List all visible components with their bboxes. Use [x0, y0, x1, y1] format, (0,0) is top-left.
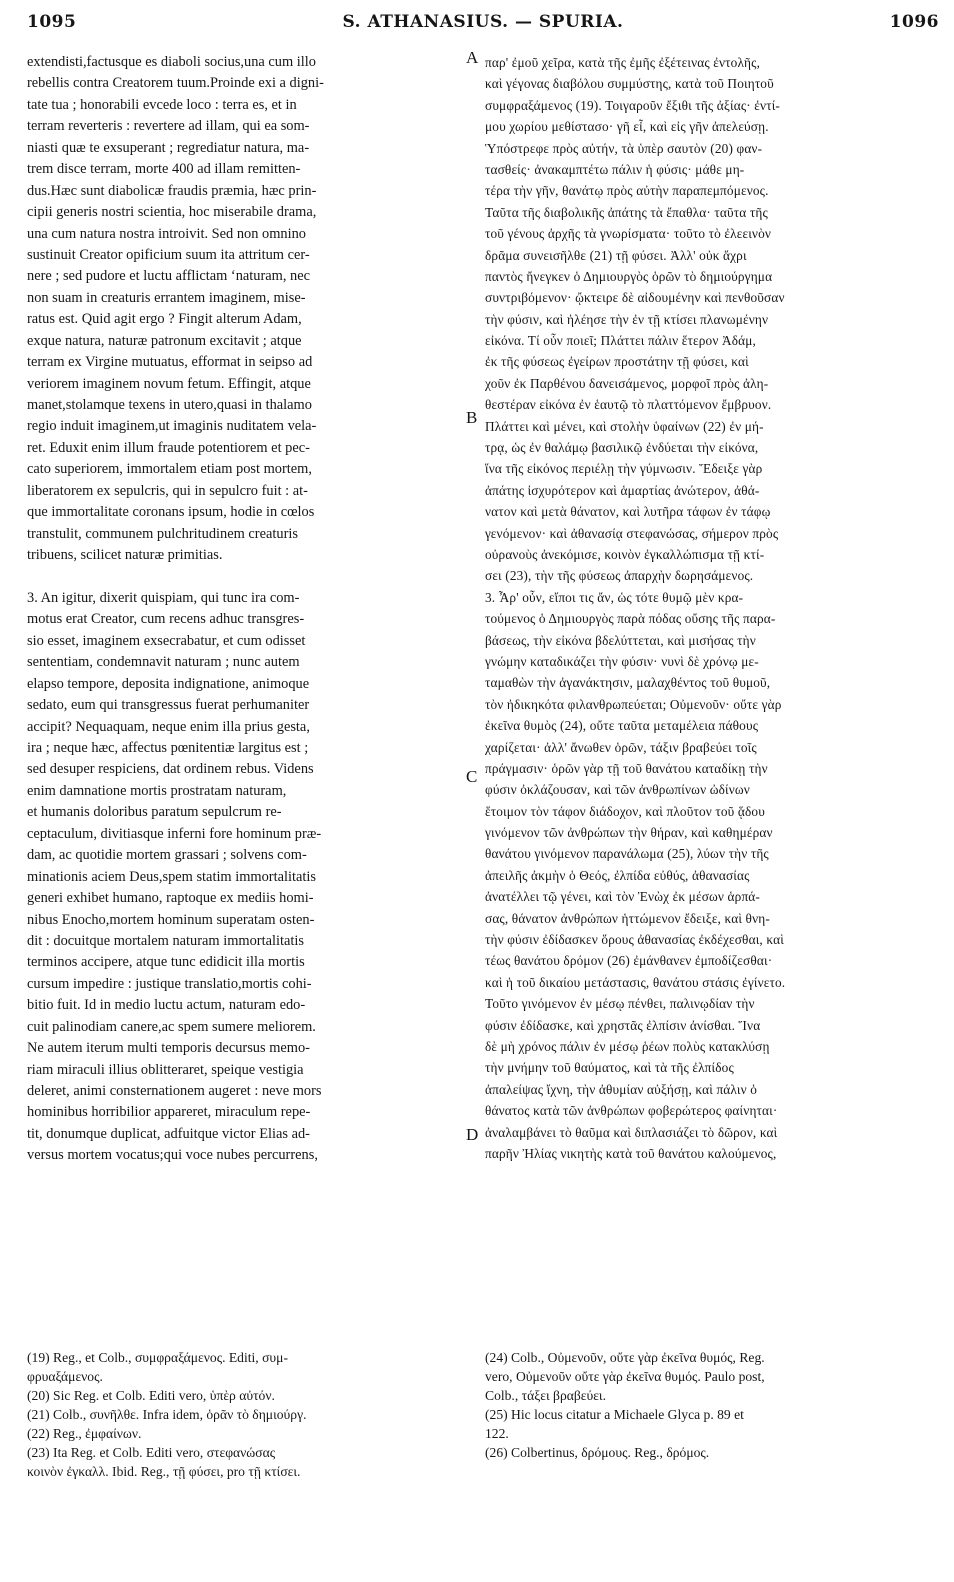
latin-text-line: cuit palinodiam canere,ac spem sumere meliorem.: [27, 1018, 316, 1035]
latin-text-line: nere ; sed pudore et luctu afflictam ʻnaturam, nec: [27, 268, 311, 285]
running-header: [27, 12, 939, 42]
latin-text-line: accipit? Nequaquam, neque enim illa prius gesta,: [27, 718, 310, 735]
footnote-line: κοινὸν ἐγκαλλ. Ibid. Reg., τῇ φύσει, pro τῇ κτίσει.: [27, 1464, 301, 1479]
greek-text-line: πράγμασιν· ὁρῶν γὰρ τῇ τοῦ θανάτου καταδίκῃ τὴν: [485, 760, 768, 776]
greek-text-line: νατον καὶ μετὰ θάνατον, καὶ λυτῆρα τάφων ἐν τάφῳ: [485, 504, 771, 520]
greek-text-line: τασθείς· ἀνακαμπτέτω πάλιν ἡ φύσις· μάθε μη-: [485, 161, 745, 177]
section-marker-d: D: [466, 1125, 479, 1144]
latin-text-line: sedato, eum qui transgressus fuerat perhumaniter: [27, 697, 310, 714]
latin-text-line: liberatorem ex sepulcris, qui in sepulcro fuit : at-: [27, 482, 308, 499]
footnote-line: φρυαξάμενος.: [27, 1369, 103, 1384]
latin-text-line: hominibus horribilior appareret, miraculum repe-: [27, 1104, 311, 1121]
latin-text-line: deleret, animi consternationem augeret : neve mors: [27, 1083, 322, 1099]
latin-text-line: exque natura, naturæ patronum excitavit ; atque: [27, 332, 302, 349]
section-marker-c: C: [466, 767, 478, 786]
footnotes-left: [27, 1348, 463, 1481]
latin-text-line: terram ex Virgine mutuatus, efformat in seipso ad: [27, 354, 313, 371]
latin-text-line: et humanis doloribus paratum sepulcrum re-: [27, 804, 282, 821]
latin-text-line: transtulit, communem pulchritudinem creaturis: [27, 525, 298, 542]
latin-text-line: cursum impedire : justique translatio,mortis cohi-: [27, 975, 312, 992]
greek-text-line: παρ' ἐμοῦ χεῖρα, κατὰ τῆς ἐμῆς ἐξέτεινας ἐντολῆς,: [485, 55, 761, 70]
greek-text-line: τέρα τὴν γῆν, θανάτῳ πρὸς αὐτὴν παραπεμπόμενος.: [485, 183, 769, 199]
greek-text-line: τούμενος ὁ Δημιουργὸς παρὰ πόδας οὔσης τῆς παρα-: [485, 611, 776, 627]
greek-text-line: θάνατος κατὰ τῶν ἀνθρώπων φοβερώτερος φαίνηται·: [485, 1103, 778, 1119]
greek-text-line: γενόμενον· καὶ ἀθανασίᾳ στεφανώσας, σήμερον πρὸς: [485, 525, 779, 541]
greek-text-line: φύσιν ὀκλάζουσαν, καὶ τῶν ἀνθρωπίνων ὠδίνων: [485, 782, 750, 798]
latin-text-line: motus erat Creator, cum recens adhuc transgres-: [27, 611, 305, 628]
greek-text-line: ἵνα τῆς εἰκόνος περιέλῃ τὴν γύμνωσιν. Ἔδειξε γὰρ: [485, 461, 763, 477]
greek-text-line: Ὑπόστρεφε πρὸς αὐτήν, τὰ ὑπὲρ σαυτὸν (20) φαν-: [485, 140, 763, 156]
latin-text-line: regio induit imaginem,ut imaginis nuditatem vela-: [27, 418, 317, 435]
greek-text-line: 3. Ἆρ' οὖν, εἴποι τις ἄν, ὡς τότε θυμῷ μὲν κρα-: [485, 589, 744, 605]
latin-text-line: que immortalitate coronans ipsum, hodie in cœlos: [27, 504, 315, 521]
latin-text-line: generi exhibet humano, raptoque ex mediis homi-: [27, 890, 314, 907]
greek-text-line: δὲ μὴ χρόνος πάλιν ἐν μέσῳ ῥέων πολὺς κατακλύσῃ: [485, 1038, 770, 1054]
latin-text-line: terram reverteris : revertere ad illam, qui ea som-: [27, 118, 310, 135]
greek-text-line: μου χωρίου μεθίστασο· γῆ εἶ, καὶ εἰς γῆν ἀπελεύσῃ.: [485, 119, 769, 135]
page-number-left: 1095: [27, 12, 77, 32]
latin-text-line: tribuens, scilicet naturæ primitias.: [27, 547, 223, 564]
footnote-line: (25) Hic locus citatur a Michaele Glyca p. 89 et: [485, 1407, 744, 1422]
greek-text-line: θανάτου γινόμενον παρανάλωμα (25), λύων τὴν τῆς: [485, 846, 769, 862]
greek-text-line: σει (23), τὴν τῆς φύσεως ἀπαρχὴν δωρησάμενος.: [485, 568, 754, 584]
greek-text-line: τὴν φύσιν ἐδίδασκεν ὅρους ἀθανασίας ἐκδέχεσθαι, καὶ: [485, 932, 784, 948]
latin-text-line: elapso tempore, deposita indignatione, animoque: [27, 675, 310, 692]
latin-text-line: veriorem imaginem novum fetum. Effingit, atque: [27, 375, 311, 392]
footnote-line: (26) Colbertinus, δρόμους. Reg., δρόμος.: [485, 1445, 710, 1460]
greek-text-line: χαρίζεται· ἀλλ' ἄνωθεν ὁρῶν, τάξιν βραβεύει τοῖς: [485, 739, 757, 755]
latin-text-line: sententiam, condemnavit naturam ; nunc autem: [27, 654, 300, 671]
greek-text-line: τρᾳ, ὡς ἐν θαλάμῳ βασιλικῷ ἐνδύεται τὴν εἰκόνα,: [485, 440, 759, 456]
greek-text-line: Ταῦτα τῆς διαβολικῆς ἀπάτης τὰ ἔπαθλα· ταῦτα τῆς: [485, 204, 768, 220]
greek-text-line: σας, θάνατον ἀνθρώπων ἡττώμενον ἔδειξε, καὶ θνη-: [485, 910, 770, 926]
footnote-line: (24) Colb., Οὐμενοῦν, οὔτε γὰρ ἐκεῖνα θυμός, Reg.: [485, 1350, 765, 1365]
greek-text-line: παρῆν Ἠλίας νικητὴς κατὰ τοῦ θανάτου καλούμενος,: [485, 1145, 777, 1161]
latin-text-line: una cum natura nostra introivit. Sed non omnino: [27, 225, 306, 242]
greek-text-line: τὴν φύσιν, καὶ ἠλέησε τὴν ἐν τῇ κτίσει πλανωμένην: [485, 311, 769, 327]
latin-text-line: nibus Enocho,mortem hominum superatam osten-: [27, 911, 315, 928]
greek-text-line: θεστέραν εἰκόνα ἐν ἑαυτῷ τὸ πλαττόμενον ἔμβρυον.: [485, 397, 772, 413]
greek-text-line: καὶ ἡ τοῦ δικαίου μετάστασις, θανάτου στάσις ἐγίνετο.: [485, 974, 786, 990]
greek-text-line: συντριβόμενον· ᾤκτειρε δὲ αἰδουμένην καὶ πενθοῦσαν: [485, 290, 785, 306]
latin-text-line: niasti quæ te exsuperant ; regrediatur natura, ma-: [27, 139, 310, 156]
latin-text-line: riam miraculi illius oblitteraret, speique vestigia: [27, 1061, 304, 1078]
latin-text-line: sio esset, imaginem exsecrabatur, et cum odisset: [27, 632, 306, 649]
greek-text-line: γνώμην καταδικάζει τὴν φύσιν· νυνὶ δὲ χρόνῳ με-: [485, 653, 759, 669]
greek-text-line: ἀπάτης ἰσχυρότερον καὶ ἁμαρτίας ἀνώτερον, ἀθά-: [485, 482, 760, 498]
footnote-line: (23) Ita Reg. et Colb. Editi vero, στεφανώσας: [27, 1445, 276, 1460]
greek-text-line: τέως θανάτου δρόμον (26) ἐμάνθανεν ἐμποδίζεσθαι·: [485, 953, 773, 969]
greek-text-line: ἀπαλείψας ἴχνη, τὴν ἀθυμίαν αὐξήσῃ, καὶ πάλιν ὁ: [485, 1081, 758, 1097]
latin-text-line: ira ; neque hæc, affectus pœnitentiæ largitus est ;: [27, 740, 309, 756]
greek-text-line: φύσιν ἐδίδασκε, καὶ χρηστᾶς ἐλπίσιν ἀνίσθαι. Ἵνα: [485, 1017, 761, 1033]
latin-text-line: enim damnatione mortis prostratam naturam,: [27, 782, 287, 799]
greek-text-line: Τοῦτο γινόμενον ἐν μέσῳ πένθει, παλινῳδίαν τὴν: [485, 996, 755, 1012]
latin-text-line: manet,stolamque texens in utero,quasi in thalamo: [27, 397, 312, 413]
running-title: S. ATHANASIUS. — SPURIA.: [342, 12, 624, 32]
footnotes-right: [485, 1348, 940, 1462]
latin-text-line: bitio fuit. Id in medio luctu actum, naturam edo-: [27, 997, 306, 1014]
latin-text-line: ceptaculum, divitiasque inferni fore hominum præ-: [27, 825, 322, 842]
latin-text-line: extendisti,factusque es diaboli socius,una cum illo: [27, 54, 316, 70]
greek-text-line: ἀπειλῆς ἀκμὴν ὁ Θεός, ἐλπίδα εὐθύς, ἀθανασίας: [485, 867, 750, 883]
latin-text-line: dam, ac quotidie mortem grassari ; solvens com-: [27, 847, 307, 864]
greek-text-line: τὸν ἠδικηκότα φιλανθρωπεύεται; Οὐμενοῦν· οὔτε γὰρ: [485, 696, 782, 712]
footnote-line: (21) Colb., συνῆλθε. Infra idem, ὁρᾶν τὸ δημιούργ.: [27, 1407, 307, 1422]
latin-text-line: sustinuit Creator opificium suum ita attritum cer-: [27, 246, 310, 263]
latin-text-line: terminos accipere, atque tunc edidicit illa mortis: [27, 954, 305, 971]
greek-text-line: συμφραξάμενος (19). Τοιγαροῦν ἔξιθι τῆς ἀξίας· ἐντί-: [485, 97, 781, 113]
latin-text-line: cipii generis nostri scientia, hoc miserabile drama,: [27, 204, 317, 221]
greek-text-line: ἐκεῖνα θυμὸς (24), οὔτε ταῦτα μεταμέλεια πάθους: [485, 718, 759, 734]
greek-text-line: ταμαθὼν τὴν ἀγανάκτησιν, μαλαχθέντος τοῦ θυμοῦ,: [485, 675, 771, 691]
section-marker-a: A: [466, 48, 479, 67]
greek-column: [485, 52, 940, 1164]
greek-text-line: χοῦν ἐκ Παρθένου δανεισάμενος, μορφοῖ πρὸς ἀλη-: [485, 375, 769, 391]
latin-text-line: sed desuper respiciens, dat ordinem rebus. Videns: [27, 761, 314, 778]
latin-text-line: rebellis contra Creatorem tuum.Proinde exi a digni-: [27, 75, 324, 92]
greek-text-line: βάσεως, τὴν εἰκόνα βδελύττεται, καὶ μισήσας τὴν: [485, 632, 756, 648]
latin-text-line: tit, donumque duplicat, adfuitque victor Elias ad-: [27, 1125, 310, 1142]
greek-text-line: γινόμενον τῶν ἀνθρώπων τὴν θήραν, καὶ καθημέραν: [485, 825, 773, 841]
greek-text-line: ἐκ τῆς φύσεως ἐγείρων προστάτην τῇ φύσει, καὶ: [485, 354, 749, 370]
greek-text-line: ἀναλαμβάνει τὸ θαῦμα καὶ διπλασιάζει τὸ δῶρον, καὶ: [485, 1124, 778, 1140]
latin-text-line: trem disce terram, morte 400 ad illam remitten-: [27, 161, 301, 178]
footnote-line: (22) Reg., ἐμφαίνων.: [27, 1426, 142, 1441]
footnote-line: 122.: [485, 1426, 509, 1441]
latin-text-line: dit : docuitque mortalem naturam immortalitatis: [27, 932, 304, 949]
greek-text-line: ἀνατέλλει τῷ γένει, καὶ τὸν Ἐνὼχ ἐκ μέσων ἁρπά-: [485, 889, 761, 905]
greek-text-line: παντὸς ἤνεγκεν ὁ Δημιουργὸς ὁρῶν τὸ δημιούργημα: [485, 268, 773, 284]
latin-text-line: dus.Hæc sunt diabolicæ fraudis præmia, hæc prin-: [27, 182, 317, 199]
greek-text-line: Πλάττει καὶ μένει, καὶ στολὴν ὑφαίνων (22) ἐν μή-: [485, 418, 764, 434]
greek-text-line: δρᾶμα συνεισῆλθε (21) τῇ φύσει. Ἀλλ' οὐκ ἄχρι: [485, 247, 747, 263]
latin-text-line: minationis aciem Deus,spem statim immortalitatis: [27, 868, 316, 885]
page-number-right: 1096: [889, 12, 939, 32]
latin-text-line: 3. An igitur, dixerit quispiam, qui tunc ira com-: [27, 589, 300, 606]
latin-text-line: Ne autem iterum multi temporis decursus memo-: [27, 1040, 310, 1057]
latin-text-line: ret. Eduxit enim illum fraude potentiorem et pec-: [27, 439, 310, 456]
greek-text-line: ἕτοιμον τὸν τάφον διάδοχον, καὶ πλοῦτον τοῦ ᾅδου: [485, 803, 765, 819]
latin-column: [27, 52, 463, 1167]
greek-text-line: οὐρανοὺς ἀνεκόμισε, κοινὸν ἐγκαλλώπισμα τῇ κτί-: [485, 546, 765, 562]
latin-text-line: cato superiorem, immortalem etiam post mortem,: [27, 461, 312, 478]
footnote-line: (19) Reg., et Colb., συμφραξάμενος. Editi, συμ-: [27, 1350, 288, 1365]
latin-text-line: tate tua ; honorabili evcede loco : terra es, et in: [27, 96, 297, 113]
footnote-line: Colb., τάξει βραβεύει.: [485, 1388, 606, 1403]
footnote-line: vero, Οὐμενοῦν οὔτε γὰρ ἐκεῖνα θυμός. Paulo post,: [485, 1369, 765, 1384]
latin-text-line: ratus est. Quid agit ergo ? Fingit alterum Adam,: [27, 311, 302, 328]
greek-text-line: τὴν μνήμην τοῦ θαύματος, καὶ τὰ τῆς ἐλπίδος: [485, 1060, 734, 1076]
greek-text-line: καὶ γέγονας διαβόλου συμμύστης, κατὰ τοῦ Ποιητοῦ: [485, 76, 774, 92]
greek-text-line: τοῦ γένους ἀρχῆς τὰ γνωρίσματα· τοῦτο τὸ ἐλεεινὸν: [485, 226, 772, 242]
section-marker-b: B: [466, 408, 478, 427]
latin-text-line: versus mortem vocatus;qui voce nubes percurrens,: [27, 1147, 318, 1164]
latin-text-line: non suam in creaturis errantem imaginem, mise-: [27, 289, 306, 306]
greek-text-line: εἰκόνα. Τί οὖν ποιεῖ; Πλάττει πάλιν ἕτερον Ἀδάμ,: [485, 333, 757, 349]
latin-text-line: [27, 567, 463, 588]
footnote-line: (20) Sic Reg. et Colb. Editi vero, ὑπὲρ αὐτόν.: [27, 1388, 275, 1403]
